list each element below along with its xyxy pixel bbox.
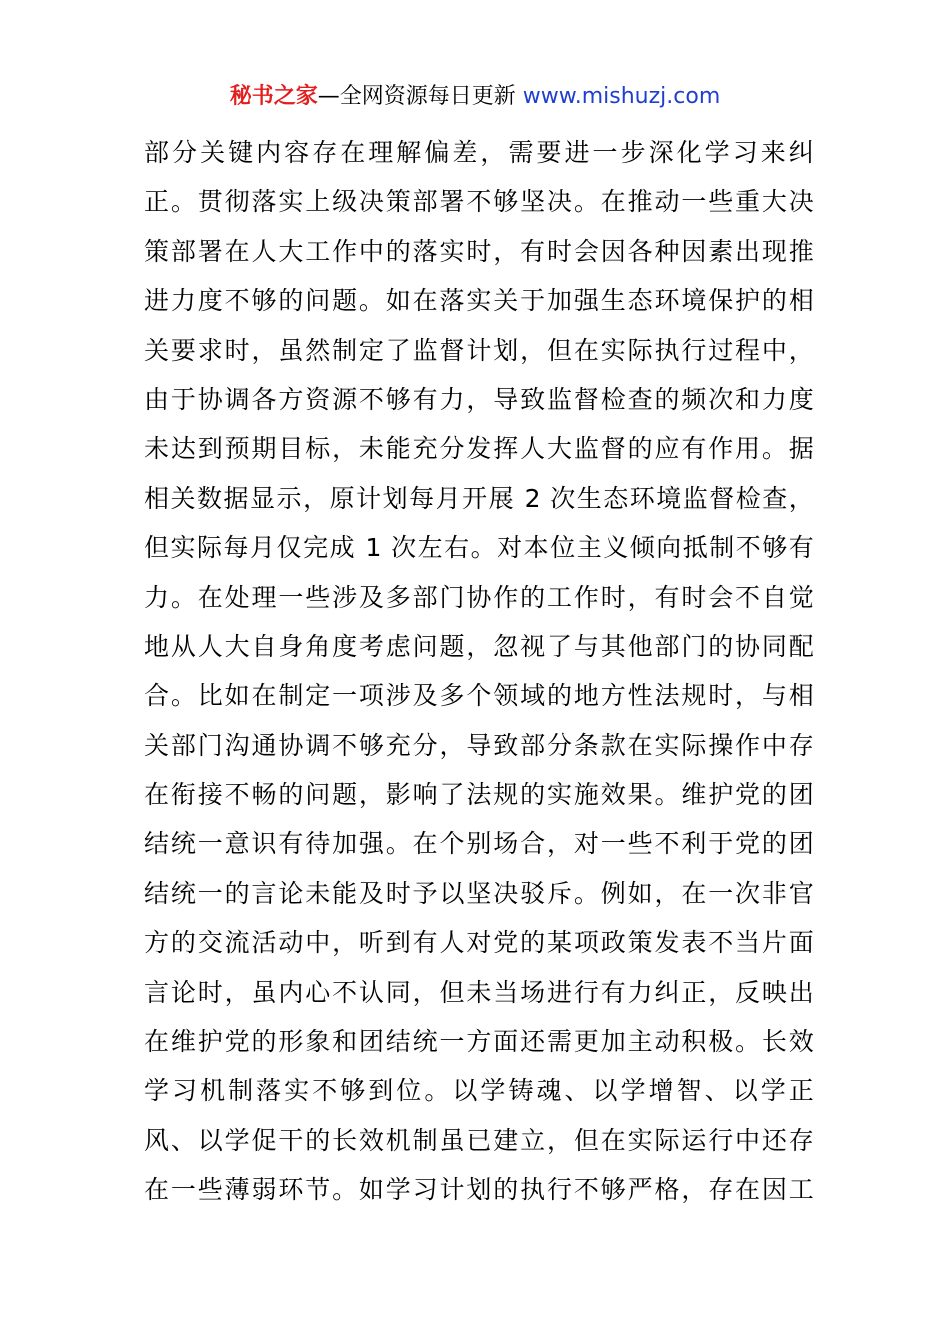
text-line: 力。在处理一些涉及多部门协作的工作时，有时会不自觉 [144, 582, 814, 612]
text-line: 学习机制落实不够到位。以学铸魂、以学增智、以学正 [144, 1076, 814, 1106]
text-line: 合。比如在制定一项涉及多个领域的地方性法规时，与相 [144, 681, 814, 711]
text-line: 但实际每月仅完成 1 次左右。对本位主义倾向抵制不够有 [144, 533, 814, 563]
text-line: 关要求时，虽然制定了监督计划，但在实际执行过程中， [144, 335, 814, 365]
text-line: 进力度不够的问题。如在落实关于加强生态环境保护的相 [144, 286, 814, 316]
text-line: 地从人大自身角度考虑问题，忽视了与其他部门的协同配 [144, 631, 814, 661]
header-tagline: —全网资源每日更新 [317, 84, 516, 109]
body-text [144, 128, 814, 1215]
site-url-link[interactable]: www.mishuzj.com [522, 84, 721, 109]
text-line: 策部署在人大工作中的落实时，有时会因各种因素出现推 [144, 236, 814, 266]
text-line: 结统一的言论未能及时予以坚决驳斥。例如，在一次非官 [144, 878, 814, 908]
page-header [0, 82, 950, 112]
text-line: 在维护党的形象和团结统一方面还需更加主动积极。长效 [144, 1027, 814, 1057]
text-line: 风、以学促干的长效机制虽已建立，但在实际运行中还存 [144, 1125, 814, 1155]
text-line: 未达到预期目标，未能充分发挥人大监督的应有作用。据 [144, 434, 814, 464]
text-line: 在一些薄弱环节。如学习计划的执行不够严格，存在因工 [144, 1175, 814, 1205]
brand-name: 秘书之家 [229, 84, 318, 109]
text-line: 相关数据显示，原计划每月开展 2 次生态环境监督检查， [144, 483, 814, 513]
text-line: 方的交流活动中，听到有人对党的某项政策发表不当片面 [144, 928, 814, 958]
text-line: 结统一意识有待加强。在个别场合，对一些不利于党的团 [144, 829, 814, 859]
text-line: 正。贯彻落实上级决策部署不够坚决。在推动一些重大决 [144, 187, 814, 217]
text-line: 在衔接不畅的问题，影响了法规的实施效果。维护党的团 [144, 780, 814, 810]
text-line: 由于协调各方资源不够有力，导致监督检查的频次和力度 [144, 384, 814, 414]
text-line: 关部门沟通协调不够充分，导致部分条款在实际操作中存 [144, 730, 814, 760]
text-line: 部分关键内容存在理解偏差，需要进一步深化学习来纠 [144, 138, 814, 167]
text-line: 言论时，虽内心不认同，但未当场进行有力纠正，反映出 [144, 977, 814, 1007]
